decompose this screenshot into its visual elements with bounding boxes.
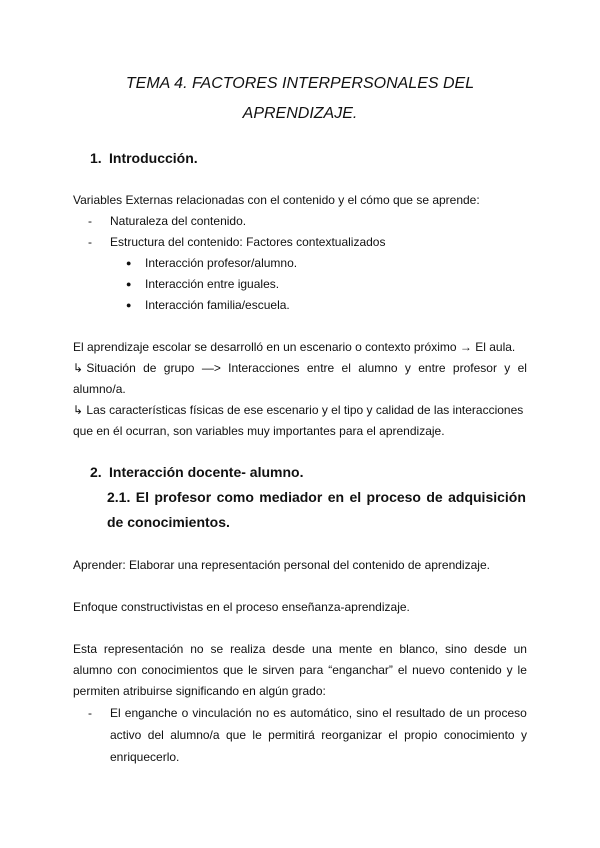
- word: desde: [473, 642, 507, 656]
- word: en: [327, 489, 345, 505]
- section-2-heading: [90, 463, 303, 481]
- word: el: [382, 706, 392, 720]
- section-1-heading: [90, 149, 198, 167]
- word: conocimiento: [443, 728, 515, 742]
- word: de: [143, 361, 157, 375]
- word: activo: [110, 728, 142, 742]
- word: no: [190, 642, 204, 656]
- bullet-item: [126, 274, 279, 295]
- word: alumno: [358, 361, 398, 375]
- word: de: [449, 706, 463, 720]
- word: en: [379, 642, 393, 656]
- aprender-paragraph: Aprender: Elaborar una representación personal del contenido de aprendizaje.: [73, 558, 490, 572]
- word: proceso: [484, 706, 527, 720]
- list-item-text: Naturaleza del contenido.: [110, 214, 247, 228]
- bullet-icon: ●: [126, 279, 132, 289]
- word: desde: [272, 642, 306, 656]
- bullet-item: [126, 253, 297, 274]
- subsection-number: 2.1.: [107, 489, 131, 505]
- word: El: [110, 706, 121, 720]
- word: para: [299, 663, 324, 677]
- word: automático,: [290, 706, 353, 720]
- word: con: [117, 663, 137, 677]
- word: permitirá: [268, 728, 315, 742]
- word: blanco,: [399, 642, 439, 656]
- grupo-paragraph-line-2: alumno/a.: [73, 382, 126, 396]
- representacion-line-1: [73, 639, 527, 660]
- list-item-text: Estructura del contenido: Factores contextualizados: [110, 235, 386, 249]
- word: el: [388, 728, 398, 742]
- enfoque-paragraph: Enfoque constructivistas en el proceso enseñanza-aprendizaje.: [73, 600, 410, 614]
- document-title-line-1: TEMA 4. FACTORES INTERPERSONALES DEL: [125, 75, 475, 92]
- representacion-line-3: permiten atribuirse significando en algún grado:: [73, 684, 326, 698]
- justified-line: [110, 702, 527, 724]
- word: y: [506, 663, 513, 677]
- word: alumno/a: [170, 728, 220, 742]
- document-title-line-2: APRENDIZAJE.: [242, 105, 358, 122]
- justified-line: [73, 358, 527, 379]
- word: es: [273, 706, 286, 720]
- bullet-text: Interacción profesor/alumno.: [145, 256, 298, 270]
- word: Interacciones: [228, 361, 300, 375]
- word: ↳ Situación: [73, 361, 136, 375]
- word: El: [135, 489, 149, 505]
- word: el: [349, 489, 362, 505]
- list-item: [88, 211, 246, 232]
- word: reorganizar: [321, 728, 382, 742]
- word: conocimientos: [141, 663, 219, 677]
- word: una: [311, 642, 332, 656]
- word: le: [248, 663, 258, 677]
- representacion-line-2: [73, 660, 527, 681]
- word: vinculación: [192, 706, 252, 720]
- word: adquisición: [448, 489, 526, 505]
- word: no: [255, 706, 270, 720]
- word: alumno: [73, 663, 113, 677]
- list-item: [88, 232, 385, 253]
- enganche-line-2: [110, 724, 527, 746]
- word: “enganchar”: [328, 663, 393, 677]
- word: profesor: [452, 361, 497, 375]
- word: un: [513, 642, 527, 656]
- section-1-number: 1.: [90, 150, 102, 166]
- word: sino: [356, 706, 379, 720]
- word: y: [404, 361, 411, 375]
- enganche-line-3: enriquecerlo.: [110, 750, 180, 764]
- dash-marker: -: [88, 235, 92, 249]
- justified-line: [73, 639, 527, 660]
- section-1-title: Introducción.: [109, 150, 198, 166]
- dash-marker: -: [88, 214, 92, 228]
- word: que: [225, 728, 246, 742]
- word: realiza: [230, 642, 266, 656]
- word: se: [210, 642, 224, 656]
- bullet-item: [126, 295, 290, 316]
- word: le: [517, 663, 527, 677]
- word: enganche: [124, 706, 178, 720]
- bullet-text: Interacción familia/escuela.: [145, 298, 290, 312]
- word: Esta: [73, 642, 98, 656]
- word: mente: [338, 642, 373, 656]
- subsection-line-2: de conocimientos.: [107, 514, 230, 530]
- justified-line: [110, 724, 527, 746]
- grupo-paragraph-line-1: [73, 358, 527, 379]
- word: sino: [445, 642, 468, 656]
- word: propio: [404, 728, 438, 742]
- caracteristicas-line-2: que en él ocurran, son variables muy importantes para el aprendizaje.: [73, 424, 445, 438]
- intro-lead: Variables Externas relacionadas con el contenido y el cómo que se aprende:: [73, 193, 480, 207]
- bullet-icon: ●: [126, 300, 132, 310]
- word: profesor: [154, 489, 212, 505]
- word: el: [341, 361, 351, 375]
- word: le: [252, 728, 262, 742]
- subsection-line-1: [107, 485, 526, 510]
- word: o: [181, 706, 189, 720]
- word: contenido: [449, 663, 502, 677]
- word: nuevo: [412, 663, 445, 677]
- word: resultado: [395, 706, 446, 720]
- justified-line: [73, 660, 527, 681]
- word: y: [521, 728, 527, 742]
- section-2-title: Interacción docente- alumno.: [109, 464, 304, 480]
- word: y: [504, 361, 511, 375]
- section-2-number: 2.: [90, 464, 102, 480]
- dash-marker: -: [88, 706, 92, 720]
- word: el: [397, 663, 408, 677]
- bullet-text: Interacción entre iguales.: [145, 277, 280, 291]
- word: representación: [103, 642, 184, 656]
- word: entre: [418, 361, 446, 375]
- word: mediador: [259, 489, 323, 505]
- word: de: [426, 489, 443, 505]
- word: sirven: [262, 663, 295, 677]
- word: un: [466, 706, 481, 720]
- subsection-2-1-heading: [107, 485, 527, 535]
- caracteristicas-line-1: ↳ Las características físicas de ese escenario y el tipo y calidad de las interacciones: [73, 403, 524, 417]
- enganche-line-1: [110, 702, 527, 724]
- word: que: [223, 663, 244, 677]
- word: el: [517, 361, 527, 375]
- word: grupo: [163, 361, 195, 375]
- word: del: [147, 728, 164, 742]
- aula-paragraph: El aprendizaje escolar se desarrolló en un escenario o contexto próximo → El aula.: [73, 340, 516, 354]
- word: como: [216, 489, 254, 505]
- word: proceso: [366, 489, 421, 505]
- bullet-icon: ●: [126, 258, 132, 268]
- word: —>: [201, 361, 221, 375]
- word: entre: [306, 361, 335, 375]
